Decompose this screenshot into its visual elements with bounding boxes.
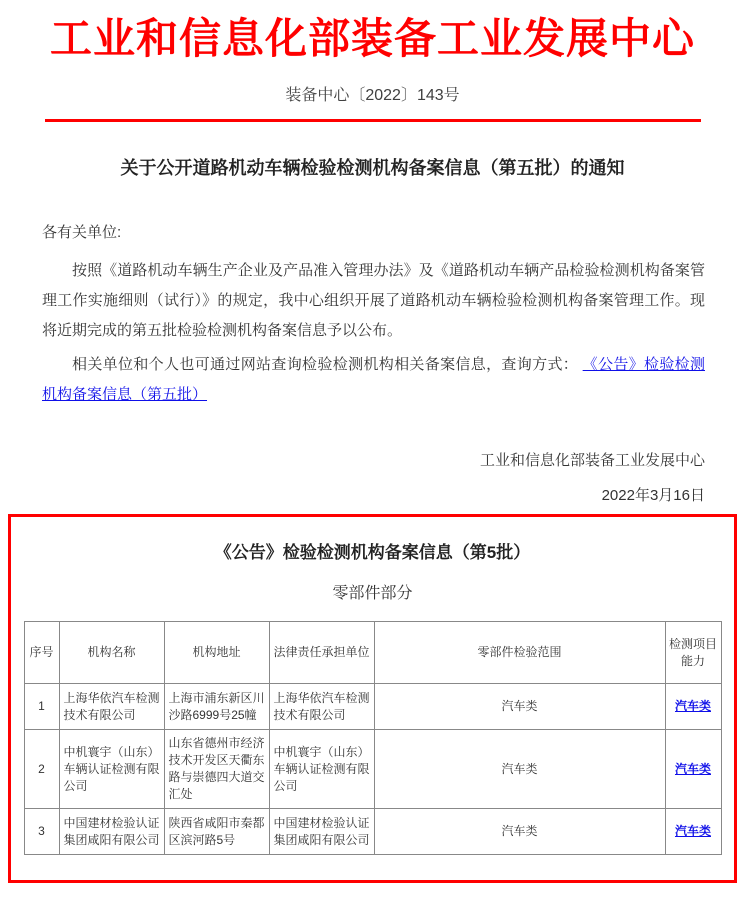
doc-number: 装备中心〔2022〕143号: [285, 87, 460, 104]
org-title: 工业和信息化部装备工业发展中心: [49, 17, 695, 63]
cell-scope: 汽车类: [374, 684, 665, 730]
col-header-seq: 序号: [24, 622, 59, 684]
announcement-query-link[interactable]: 《公告》检验检测机构备案信息（第五批）: [42, 356, 705, 403]
cell-legal: 中机寰宇（山东）车辆认证检测有限公司: [269, 730, 374, 809]
cell-scope: 汽车类: [374, 809, 665, 855]
paragraph-2: [42, 350, 705, 410]
table-row: [24, 684, 721, 730]
col-header-scope: 零部件检验范围: [374, 622, 665, 684]
cell-seq: 1: [24, 684, 59, 730]
col-header-capability: 检测项目能力: [665, 622, 721, 684]
salutation: 各有关单位:: [42, 224, 122, 241]
col-header-legal: 法律责任承担单位: [269, 622, 374, 684]
capability-link[interactable]: 汽车类: [674, 699, 711, 713]
capability-link[interactable]: 汽车类: [674, 761, 711, 776]
cell-seq: 2: [24, 730, 59, 809]
table-row: [24, 730, 721, 809]
filing-table: [24, 621, 722, 855]
cell-legal: 中国建材检验认证集团咸阳有限公司: [269, 809, 374, 855]
cell-name: 中国建材检验认证集团咸阳有限公司: [59, 809, 164, 855]
cell-legal: 上海华依汽车检测技术有限公司: [269, 684, 374, 730]
cell-name: 中机寰宇（山东）车辆认证检测有限公司: [59, 730, 164, 809]
signature-date: 2022年3月16日: [601, 487, 705, 504]
table-header-row: [24, 622, 721, 684]
doc-title: 关于公开道路机动车辆检验检测机构备案信息（第五批）的通知: [120, 158, 625, 178]
cell-name: 上海华依汽车检测技术有限公司: [59, 684, 164, 730]
capability-link[interactable]: 汽车类: [674, 824, 711, 838]
cell-address: 陕西省咸阳市秦都区滨河路5号: [164, 809, 269, 855]
red-divider: [45, 119, 701, 122]
paragraph-2-text: 相关单位和个人也可通过网站查询检验检测机构相关备案信息，查询方式：: [72, 356, 583, 373]
announcement-title: 《公告》检验检测机构备案信息（第5批）: [214, 543, 531, 562]
col-header-name: 机构名称: [59, 622, 164, 684]
cell-address: 山东省德州市经济技术开发区天衢东路与崇德四大道交汇处: [164, 730, 269, 809]
signature-org: 工业和信息化部装备工业发展中心: [479, 452, 705, 469]
cell-seq: 3: [24, 809, 59, 855]
col-header-address: 机构地址: [164, 622, 269, 684]
cell-address: 上海市浦东新区川沙路6999号25幢: [164, 684, 269, 730]
paragraph-1: 按照《道路机动车辆生产企业及产品准入管理办法》及《道路机动车辆产品检验检测机构备案管理工作实施细则（试行）》的规定，我中心组织开展了道路机动车辆检验检测机构备案管理工作。现将近期完成的第五批检验检测机构备案信息予以公布。: [42, 262, 705, 339]
cell-scope: 汽车类: [374, 730, 665, 809]
table-row: [24, 809, 721, 855]
announcement-subtitle: 零部件部分: [332, 585, 413, 602]
announcement-box: [8, 514, 737, 883]
